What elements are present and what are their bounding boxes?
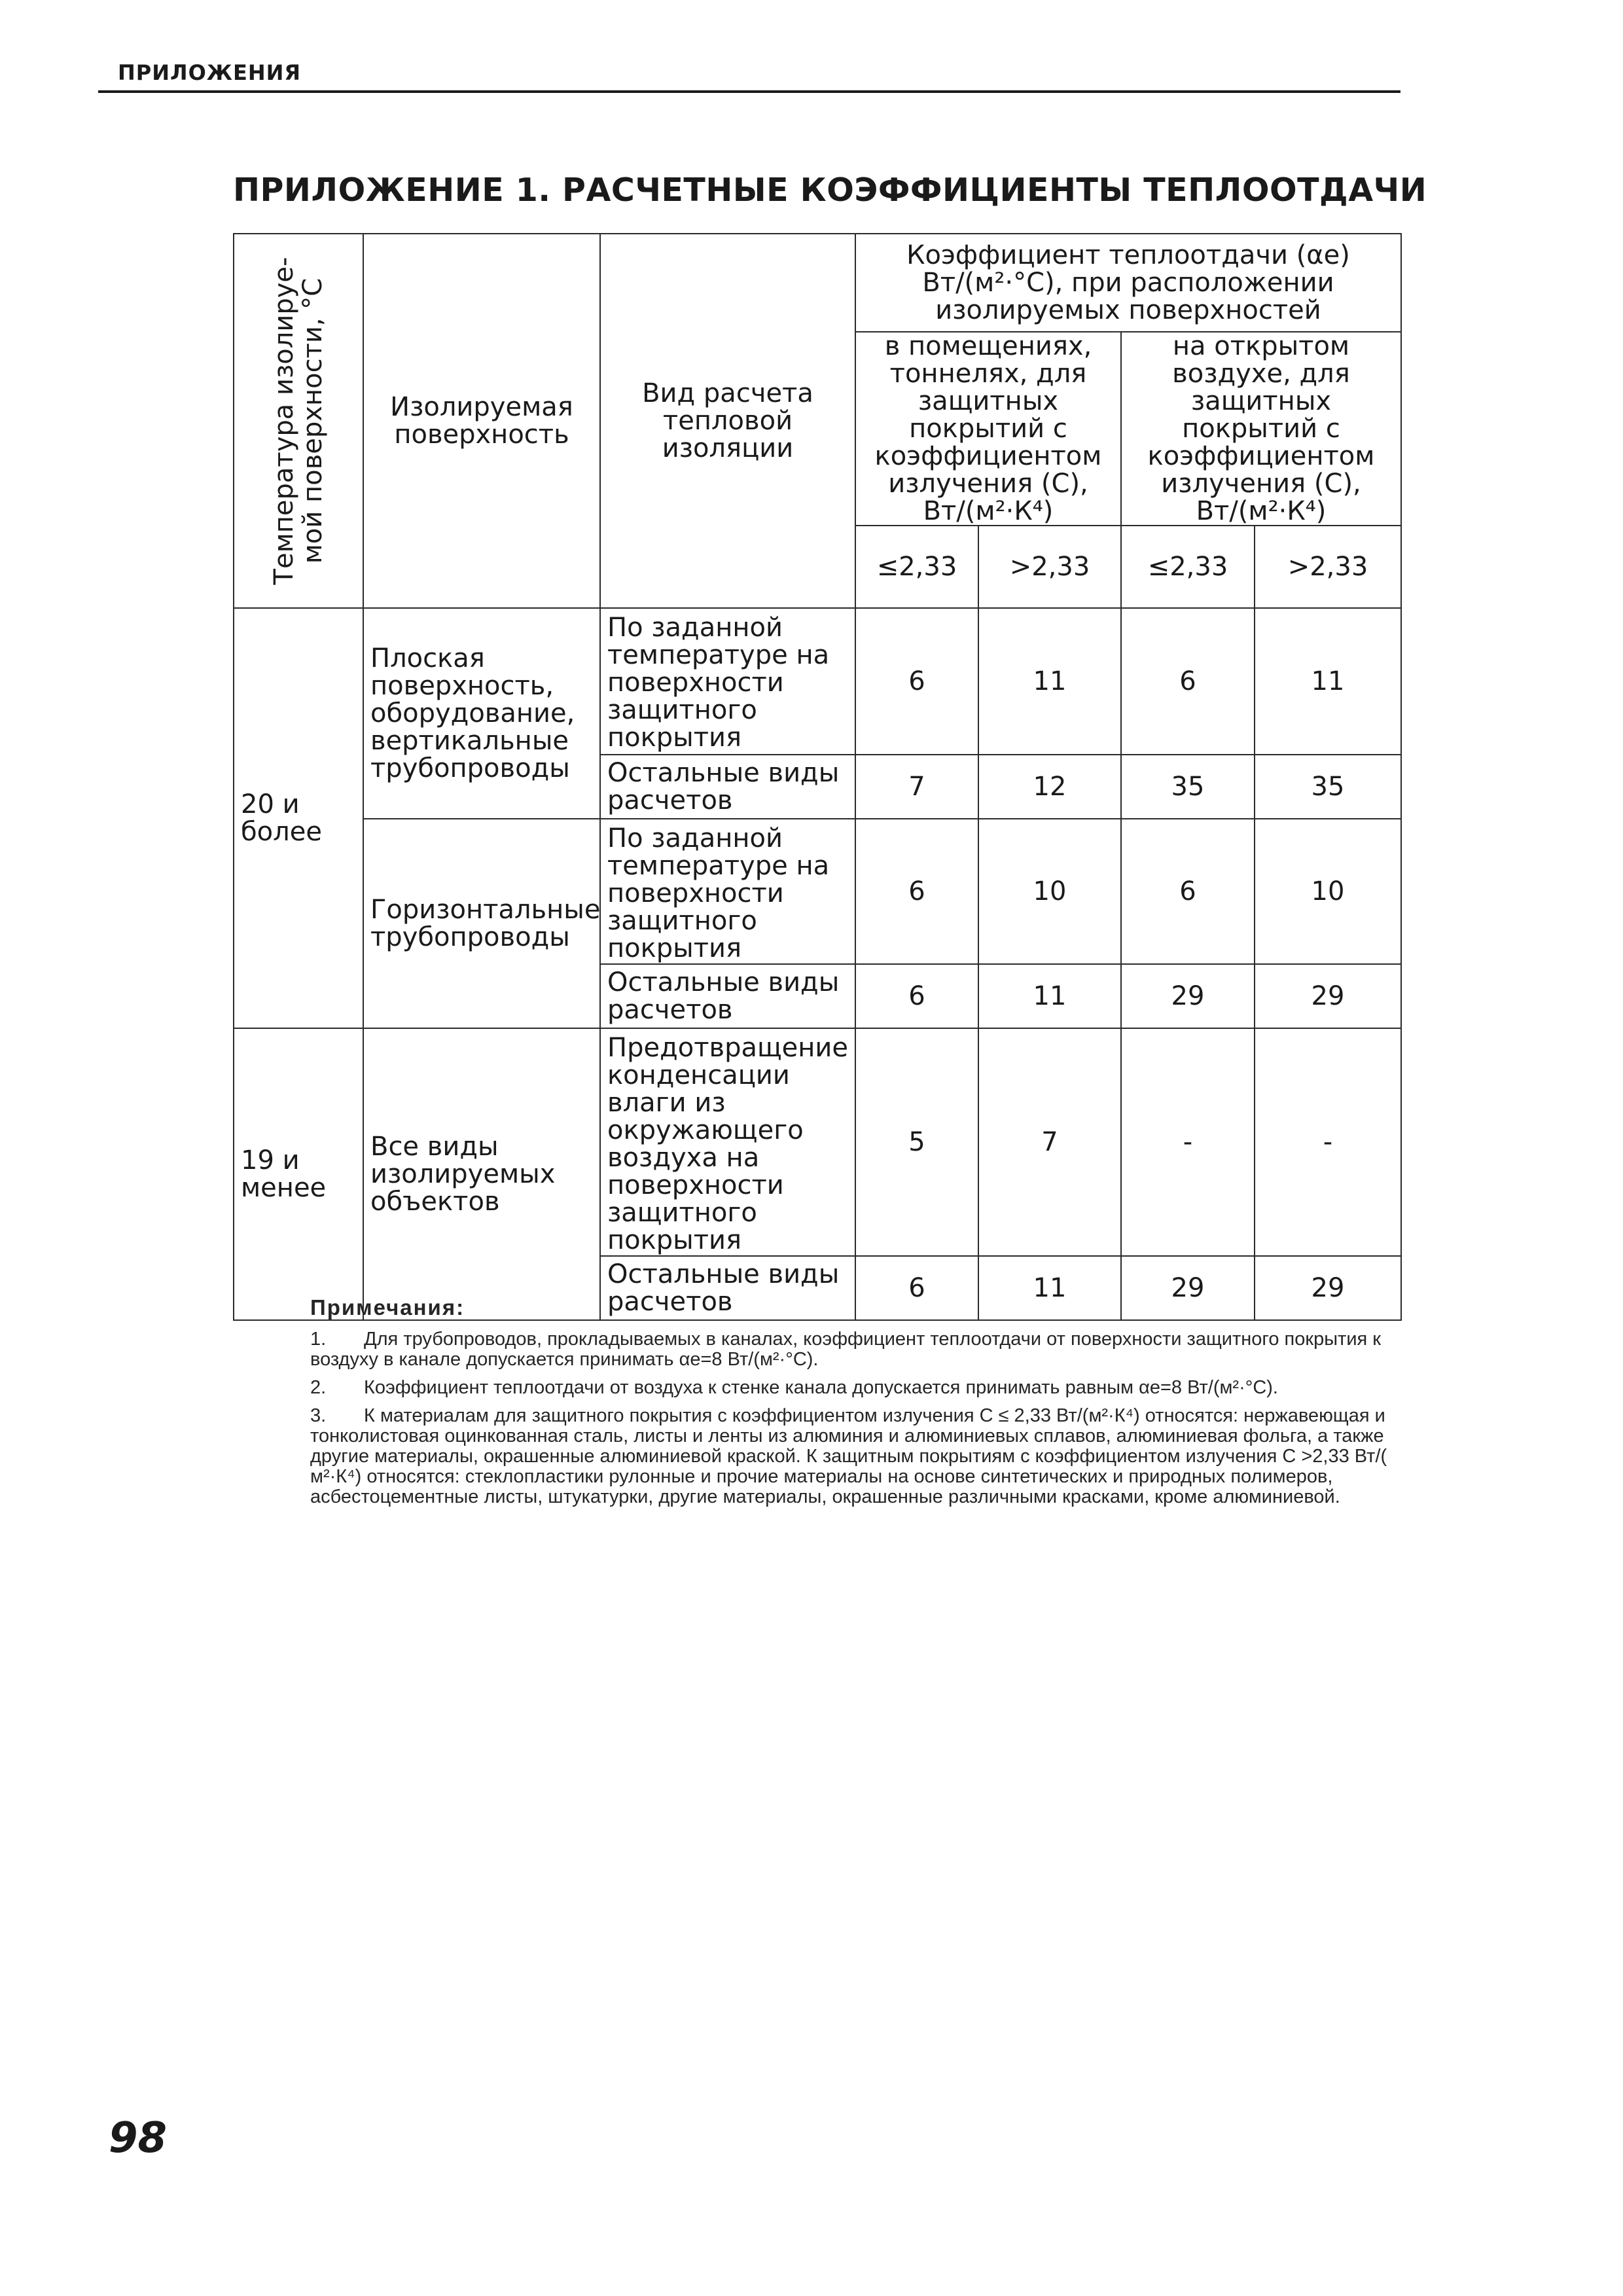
- calc-type-cell: Остальные виды расчетов: [600, 964, 855, 1028]
- value-cell: 29: [1121, 964, 1255, 1028]
- header-indoor-gt: >2,33: [978, 526, 1121, 608]
- header-indoor-le: ≤2,33: [855, 526, 978, 608]
- table-row: [234, 608, 1401, 755]
- note-item: [310, 1378, 1400, 1398]
- value-cell: 5: [855, 1028, 978, 1256]
- surface-cell: Плоская поверхность, оборудование, вертикальные трубопроводы: [363, 608, 600, 819]
- calc-type-cell: Остальные виды расчетов: [600, 755, 855, 819]
- calc-type-cell: Предотвращение конденсации влаги из окружающего воздуха на поверхности защитного покрытия: [600, 1028, 855, 1256]
- value-cell: 29: [1121, 1256, 1255, 1320]
- value-cell: 6: [1121, 819, 1255, 964]
- value-cell: 6: [855, 819, 978, 964]
- value-cell: 10: [978, 819, 1121, 964]
- table-row: [234, 819, 1401, 964]
- value-cell: 29: [1255, 1256, 1401, 1320]
- surface-cell: Все виды изолируемых объектов: [363, 1028, 600, 1320]
- calc-type-cell: Остальные виды расчетов: [600, 1256, 855, 1320]
- header-temperature-cell: [234, 234, 363, 608]
- header-calc-type: Вид расчета тепловой изоляции: [600, 234, 855, 608]
- value-cell: 11: [1255, 608, 1401, 755]
- temperature-cell: 19 и менее: [234, 1028, 363, 1320]
- value-cell: 6: [855, 1256, 978, 1320]
- header-outdoor-le: ≤2,33: [1121, 526, 1255, 608]
- note-number: 3.: [310, 1405, 327, 1426]
- header-surface: Изолируемая поверхность: [363, 234, 600, 608]
- value-cell: 7: [978, 1028, 1121, 1256]
- value-cell: 10: [1255, 819, 1401, 964]
- value-cell: 6: [1121, 608, 1255, 755]
- page-title: ПРИЛОЖЕНИЕ 1. РАСЧЕТНЫЕ КОЭФФИЦИЕНТЫ ТЕПЛООТДАЧИ: [233, 171, 1427, 209]
- note-text: К материалам для защитного покрытия с коэффициентом излучения С ≤ 2,33 Вт/(м²·К⁴) относятся: нержавеющая и тонколистовая оцинкованная сталь, листы и ленты из алюминия и алюминиевых сплавов, алюминиевая фольга, а также другие материалы, окрашенные алюминиевой краской. К защитным покрытиям с коэффициентом излучения С >2,33 Вт/( м²·К⁴) относятся: стеклопластики рулонные и прочие материалы на основе синтетических и природных полимеров, асбестоцементные листы, штукатурки, другие материалы, окрашенные различными красками, кроме алюминиевой.: [310, 1405, 1387, 1507]
- header-indoor: в помещениях, тоннелях, для защитных покрытий с коэффициентом излучения (С), Вт/(м²·К⁴): [855, 332, 1121, 526]
- value-cell: 11: [978, 964, 1121, 1028]
- table-row: [234, 1028, 1401, 1256]
- note-number: 1.: [310, 1329, 327, 1350]
- value-cell: 12: [978, 755, 1121, 819]
- surface-cell: Горизонтальные трубопроводы: [363, 819, 600, 1028]
- notes: [310, 1297, 1400, 1515]
- running-head: ПРИЛОЖЕНИЯ: [118, 60, 302, 85]
- calc-type-cell: По заданной температуре на поверхности защитного покрытия: [600, 608, 855, 755]
- calc-type-cell: По заданной температуре на поверхности защитного покрытия: [600, 819, 855, 964]
- header-rule: [98, 90, 1400, 93]
- value-cell: 6: [855, 964, 978, 1028]
- header-outdoor: на открытом воздухе, для защитных покрытий с коэффициентом излучения (С), Вт/(м²·К⁴): [1121, 332, 1401, 526]
- note-text: Коэффициент теплоотдачи от воздуха к стенке канала допускается принимать равным αе=8 Вт/(м²·°С).: [364, 1377, 1278, 1398]
- note-text: Для трубопроводов, прокладываемых в каналах, коэффициент теплоотдачи от поверхности защитного покрытия к воздуху в канале допускается принимать αе=8 Вт/(м²·°С).: [310, 1329, 1381, 1370]
- note-number: 2.: [310, 1377, 327, 1398]
- value-cell: 6: [855, 608, 978, 755]
- value-cell: -: [1255, 1028, 1401, 1256]
- page-number: 98: [109, 2114, 168, 2162]
- value-cell: -: [1121, 1028, 1255, 1256]
- note-item: [310, 1406, 1400, 1507]
- note-item: [310, 1329, 1400, 1370]
- value-cell: 35: [1121, 755, 1255, 819]
- value-cell: 29: [1255, 964, 1401, 1028]
- notes-title: Примечания:: [310, 1295, 465, 1319]
- header-coefficient: Коэффициент теплоотдачи (αе) Вт/(м²·°С), при расположении изолируемых поверхностей: [855, 234, 1401, 332]
- value-cell: 11: [978, 608, 1121, 755]
- temperature-cell: 20 и более: [234, 608, 363, 1028]
- value-cell: 35: [1255, 755, 1401, 819]
- header-outdoor-gt: >2,33: [1255, 526, 1401, 608]
- header-temperature: Температура изолируе-мой поверхности, °С: [269, 257, 328, 585]
- coefficient-table: [233, 233, 1402, 1321]
- value-cell: 7: [855, 755, 978, 819]
- value-cell: 11: [978, 1256, 1121, 1320]
